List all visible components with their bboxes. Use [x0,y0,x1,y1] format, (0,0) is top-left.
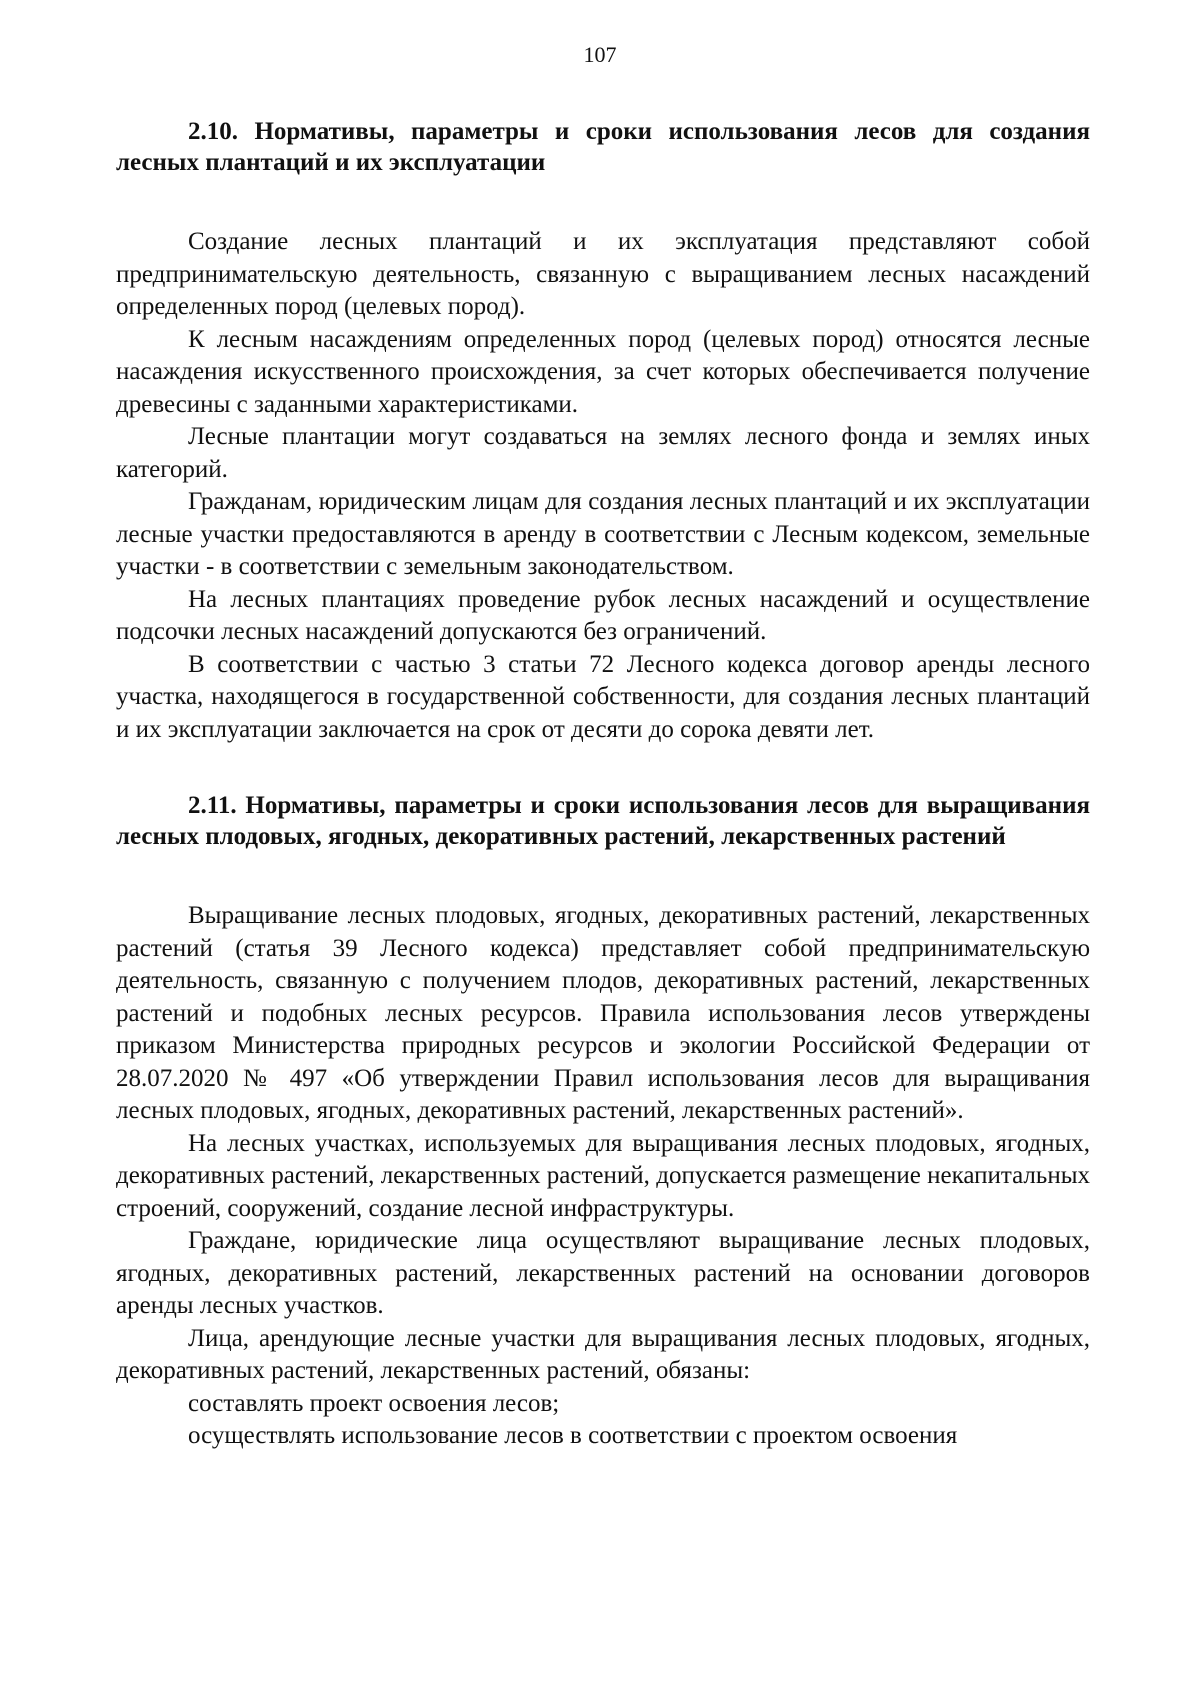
section-heading: 2.10. Нормативы, параметры и сроки использования лесов для создания лесных плантаций и их эксплуатации [116,118,1090,176]
paragraph: В соответствии с частью 3 статьи 72 Лесного кодекса договор аренды лесного участка, находящегося в государственной собственности, для создания лесных плантаций и их эксплуатации заключается на срок от десяти до сорока девяти лет. [116,650,1090,743]
paragraph: Граждане, юридические лица осуществляют выращивание лесных плодовых, ягодных, декоративных растений, лекарственных растений на основании договоров аренды лесных участков. [116,1227,1090,1319]
paragraph: Лица, арендующие лесные участки для выращивания лесных плодовых, ягодных, декоративных растений, лекарственных растений, обязаны: [116,1324,1090,1384]
paragraph: Создание лесных плантаций и их эксплуатация представляют собой предпринимательскую деятельность, связанную с выращиванием лесных насаждений определенных пород (целевых пород). [116,228,1090,320]
section-heading: 2.11. Нормативы, параметры и сроки использования лесов для выращивания лесных плодовых, ягодных, декоративных растений, лекарственных растений [116,792,1090,850]
page-content [116,116,1090,1453]
paragraph: На лесных плантациях проведение рубок лесных насаждений и осуществление подсочки лесных насаждений допускаются без ограничений. [116,585,1090,645]
paragraph: На лесных участках, используемых для выращивания лесных плодовых, ягодных, декоративных растений, лекарственных растений, допускается размещение некапитальных строений, сооружений, создание лесной инфраструктуры. [116,1129,1090,1222]
section-body [116,226,1090,746]
section-body [116,900,1090,1453]
paragraph: осуществлять использование лесов в соответствии с проектом освоения [188,1422,958,1449]
paragraph: составлять проект освоения лесов; [188,1389,560,1417]
paragraph: Лесные плантации могут создаваться на землях лесного фонда и землях иных категорий. [116,423,1090,483]
page-number: 107 [583,42,617,67]
paragraph: Гражданам, юридическим лицам для создания лесных плантаций и их эксплуатации лесные участки предоставляются в аренду в соответствии с Лесным кодексом, земельные участки - в соответствии с земельным законодательством. [116,488,1090,580]
section-2-10 [116,116,1090,746]
section-2-11 [116,790,1090,1453]
paragraph: Выращивание лесных плодовых, ягодных, декоративных растений, лекарственных растений (статья 39 Лесного кодекса) представляет собой предпринимательскую деятельность, связанную с получением плодов, декоративных растений, лекарственных растений и подобных лесных ресурсов. Правила использования лесов утверждены приказом Министерства природных ресурсов и экологии Российской Федерации от 28.07.2020 № 497 «Об утверждении Правил использования лесов для выращивания лесных плодовых, ягодных, декоративных растений, лекарственных растений». [116,902,1090,1124]
paragraph: К лесным насаждениям определенных пород (целевых пород) относятся лесные насаждения искусственного происхождения, за счет которых обеспечивается получение древесины с заданными характеристиками. [116,325,1090,418]
